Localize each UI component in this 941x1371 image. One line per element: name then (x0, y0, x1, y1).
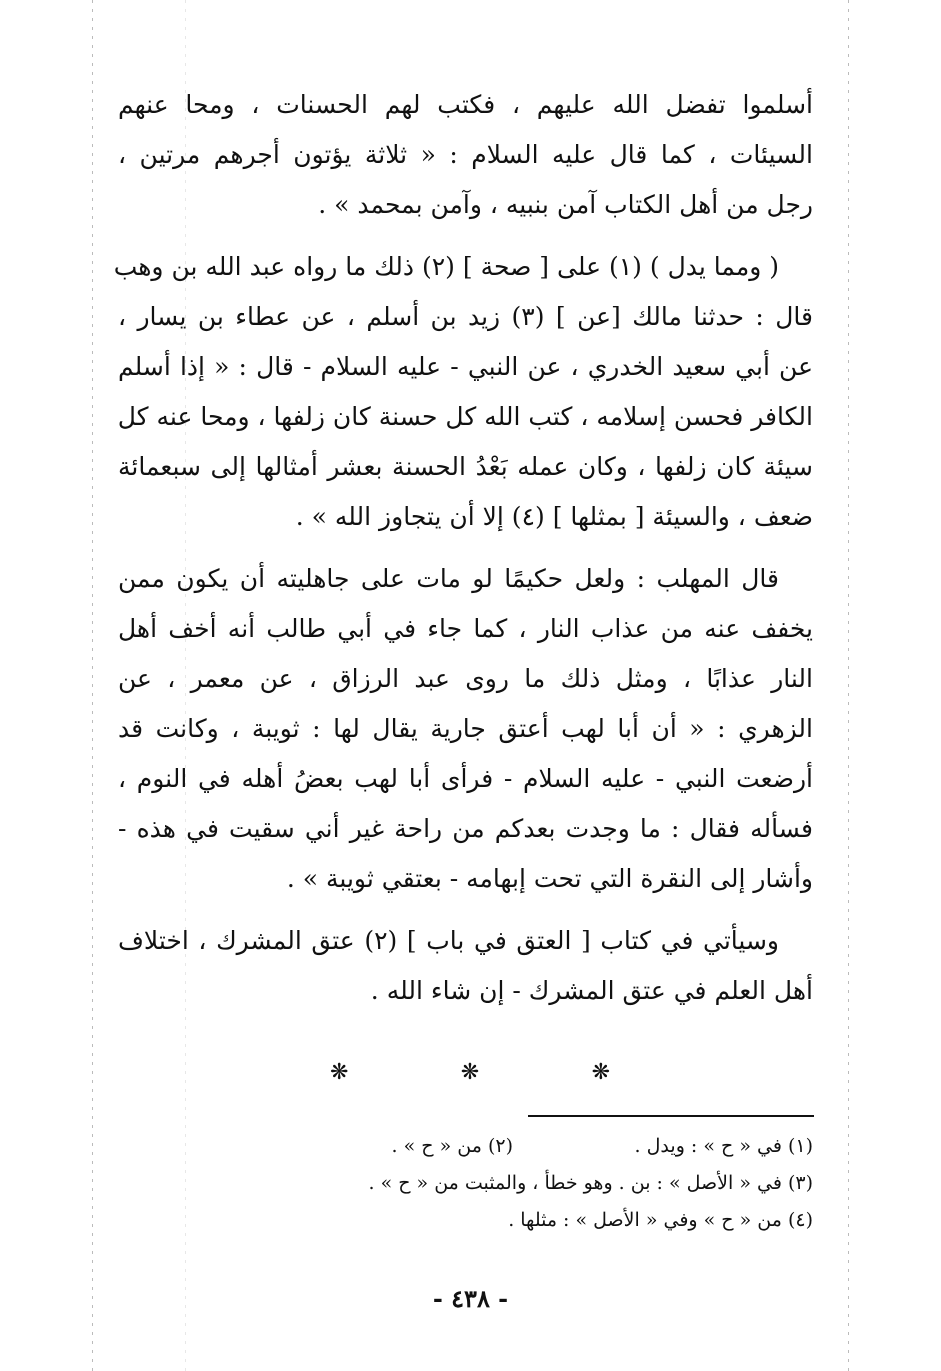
text-line: أسلموا تفضل الله عليهم ، فكتب لهم الحسنات ، ومحا عنهم (118, 90, 813, 119)
text-line: سيئة كان زلفها ، وكان عمله بَعْدُ الحسنة بعشر أمثالها إلى سبعمائة (118, 452, 813, 481)
paragraph-2 (113, 242, 813, 542)
footnote-row (293, 1202, 813, 1239)
text-line: السيئات ، كما قال عليه السلام : « ثلاثة يؤتون أجرهم مرتين ، (118, 140, 813, 169)
footnote-rule (528, 1115, 814, 1117)
star-icon: ❋ (591, 1060, 610, 1085)
paragraph-1 (118, 80, 813, 230)
page-body (113, 80, 813, 1020)
footnote-1: (١) في « ح » : ويدل . (634, 1135, 813, 1157)
scan-mark-left (92, 0, 93, 1371)
paragraph-3 (118, 554, 813, 904)
section-separator (330, 1060, 610, 1090)
text-line: قال : حدثنا مالك [عن ] (٣) زيد بن أسلم ، عن عطاء بن يسار ، (118, 302, 813, 331)
text-line: الزهري : « أن أبا لهب أعتق جارية يقال لها : ثويبة ، وكانت قد (118, 714, 813, 743)
text-line: ضعف ، والسيئة [ بمثلها ] (٤) إلا أن يتجاوز الله » . (295, 502, 813, 531)
footnote-2: (٢) من « ح » . (391, 1135, 513, 1157)
text-line: رجل من أهل الكتاب آمن بنبيه ، وآمن بمحمد » . (318, 190, 813, 219)
text-line: وأشار إلى النقرة التي تحت إبهامه - بعتقي ثويبة » . (286, 864, 813, 893)
text-line: قال المهلب : ولعل حكيمًا لو مات على جاهليته أن يكون ممن (118, 564, 779, 593)
footnote-row (293, 1165, 813, 1202)
scan-mark-right (848, 0, 849, 1371)
footnote-row (293, 1128, 813, 1165)
text-line: النار عذابًا ، ومثل ذلك ما روى عبد الرزاق ، عن معمر ، عن (118, 664, 813, 693)
footnotes (293, 1128, 813, 1239)
text-line: أرضعت النبي - عليه السلام - فرأى أبا لهب بعضُ أهله في النوم ، (118, 764, 813, 793)
text-line: عن أبي سعيد الخدري ، عن النبي - عليه السلام - قال : « إذا أسلم (118, 352, 813, 381)
text-line: ( ومما يدل ) (١) على [ صحة ] (٢) ذلك ما رواه عبد الله بن وهب (113, 252, 779, 281)
text-line: فسأله فقال : ما وجدت بعدكم من راحة غير أني سقيت في هذه - (118, 814, 813, 843)
star-icon: ❋ (330, 1060, 349, 1085)
text-line: يخفف عنه من عذاب النار ، كما جاء في أبي طالب أنه أخف أهل (118, 614, 813, 643)
text-line: وسيأتي في كتاب [ العتق في باب ] (٢) عتق المشرك ، اختلاف (118, 926, 779, 955)
footnote-3: (٣) في « الأصل » : بن . وهو خطأ ، والمثبت من « ح » . (368, 1172, 813, 1194)
text-line: أهل العلم في عتق المشرك - إن شاء الله . (370, 976, 813, 1005)
footnote-4: (٤) من « ح » وفي « الأصل » : مثلها . (508, 1209, 813, 1231)
page-number: - ٤٣٨ - (432, 1284, 509, 1313)
text-line: الكافر فحسن إسلامه ، كتب الله كل حسنة كان زلفها ، ومحا عنه كل (117, 402, 813, 431)
paragraph-4 (118, 916, 813, 1016)
star-icon: ❋ (460, 1060, 480, 1085)
